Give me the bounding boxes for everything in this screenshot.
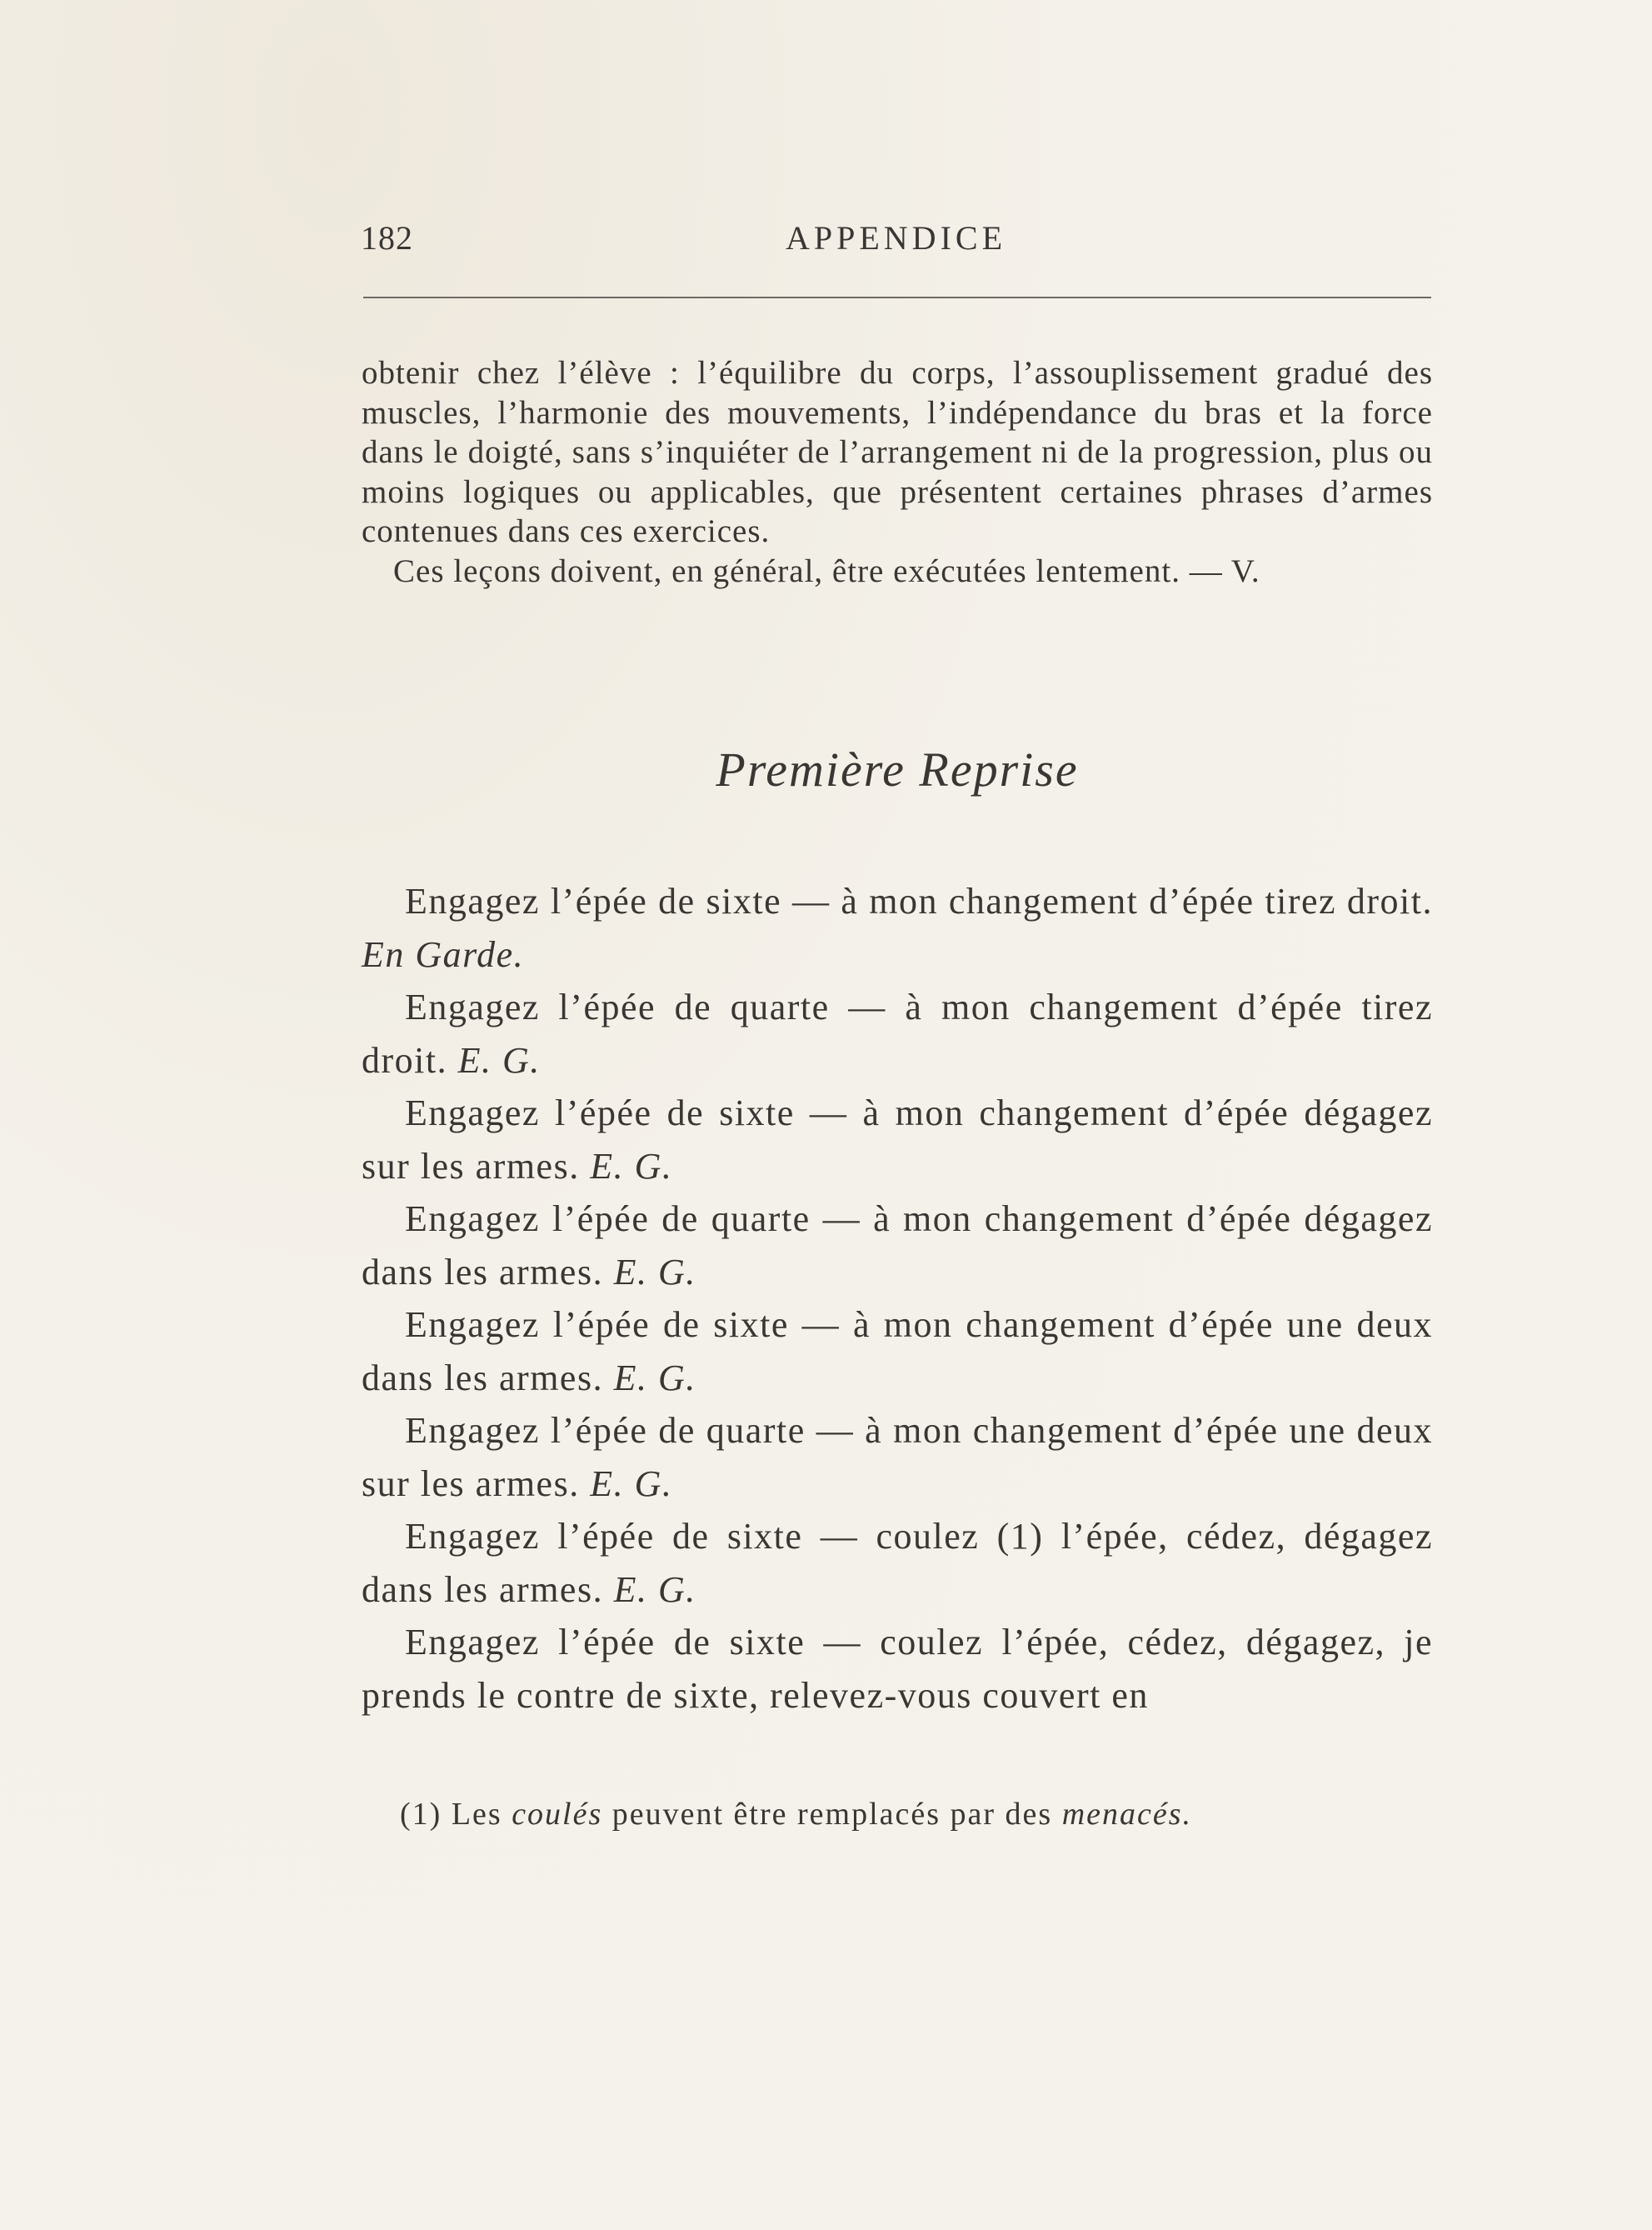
footnote-italic: coulés <box>512 1797 603 1832</box>
footnote-text: peuvent être remplacés par des <box>602 1797 1062 1832</box>
lesson-list <box>362 875 1433 1722</box>
lesson-ending: E. G. <box>613 1357 696 1398</box>
lesson-item <box>362 981 1433 1087</box>
header-rule <box>363 297 1431 298</box>
intro-paragraph: obtenir chez l’élève : l’équilibre du corps, l’assouplissement gradué des muscles, l’harmonie des mouvements, l’indépendance du bras et la force dans le doigté, sans s’inquiéter de l’arrangement ni de la progression, plus ou moins logiques ou applicables, que présentent certaines phrases d’armes contenues dans ces exercices. <box>362 355 1433 549</box>
section-title: Première Reprise <box>716 742 1079 797</box>
intro-closing: Ces leçons doivent, en général, être exécutées lentement. — V. <box>393 552 1260 589</box>
lesson-item <box>362 1192 1433 1298</box>
intro-text <box>362 353 1433 591</box>
lesson-item <box>362 875 1433 981</box>
lesson-text: Engagez l’épée de sixte — coulez (1) l’épée, cédez, dégagez dans les armes. <box>362 1516 1433 1610</box>
footnote-text: Les <box>442 1797 512 1832</box>
running-title: APPENDICE <box>785 219 1007 257</box>
lesson-ending: E. G. <box>457 1039 541 1081</box>
page-header <box>361 218 1431 260</box>
lesson-ending: E. G. <box>613 1568 696 1610</box>
lesson-text: Engagez l’épée de sixte — à mon changement d’épée tirez droit. <box>405 881 1433 922</box>
lesson-ending: E. G. <box>590 1462 673 1504</box>
lesson-item <box>362 1298 1433 1404</box>
lesson-ending: En Garde. <box>362 933 525 975</box>
lesson-text: Engagez l’épée de sixte — à mon changement d’épée dégagez sur les armes. <box>362 1092 1433 1187</box>
lesson-text: Engagez l’épée de quarte — à mon changement d’épée dégagez dans les armes. <box>362 1198 1433 1292</box>
footnote-italic: menacés. <box>1061 1797 1193 1832</box>
lesson-text: Engagez l’épée de sixte — à mon changement d’épée une deux dans les armes. <box>362 1304 1433 1398</box>
lesson-ending: E. G. <box>613 1251 696 1292</box>
lesson-text: Engagez l’épée de quarte — à mon changement d’épée une deux sur les armes. <box>362 1410 1433 1504</box>
page-number: 182 <box>361 219 413 257</box>
lesson-text: Engagez l’épée de quarte — à mon changement d’épée tirez droit. <box>362 987 1433 1081</box>
lesson-item <box>362 1404 1433 1510</box>
lesson-text: Engagez l’épée de sixte — coulez l’épée, cédez, dégagez, je prends le contre de sixte, relevez-vous couvert en <box>362 1622 1433 1716</box>
lesson-ending: E. G. <box>590 1145 673 1187</box>
lesson-item <box>362 1087 1433 1192</box>
lesson-item <box>362 1510 1433 1616</box>
footnote-marker: (1) <box>400 1797 442 1832</box>
footnote <box>400 1796 1433 1832</box>
lesson-item <box>362 1616 1433 1722</box>
